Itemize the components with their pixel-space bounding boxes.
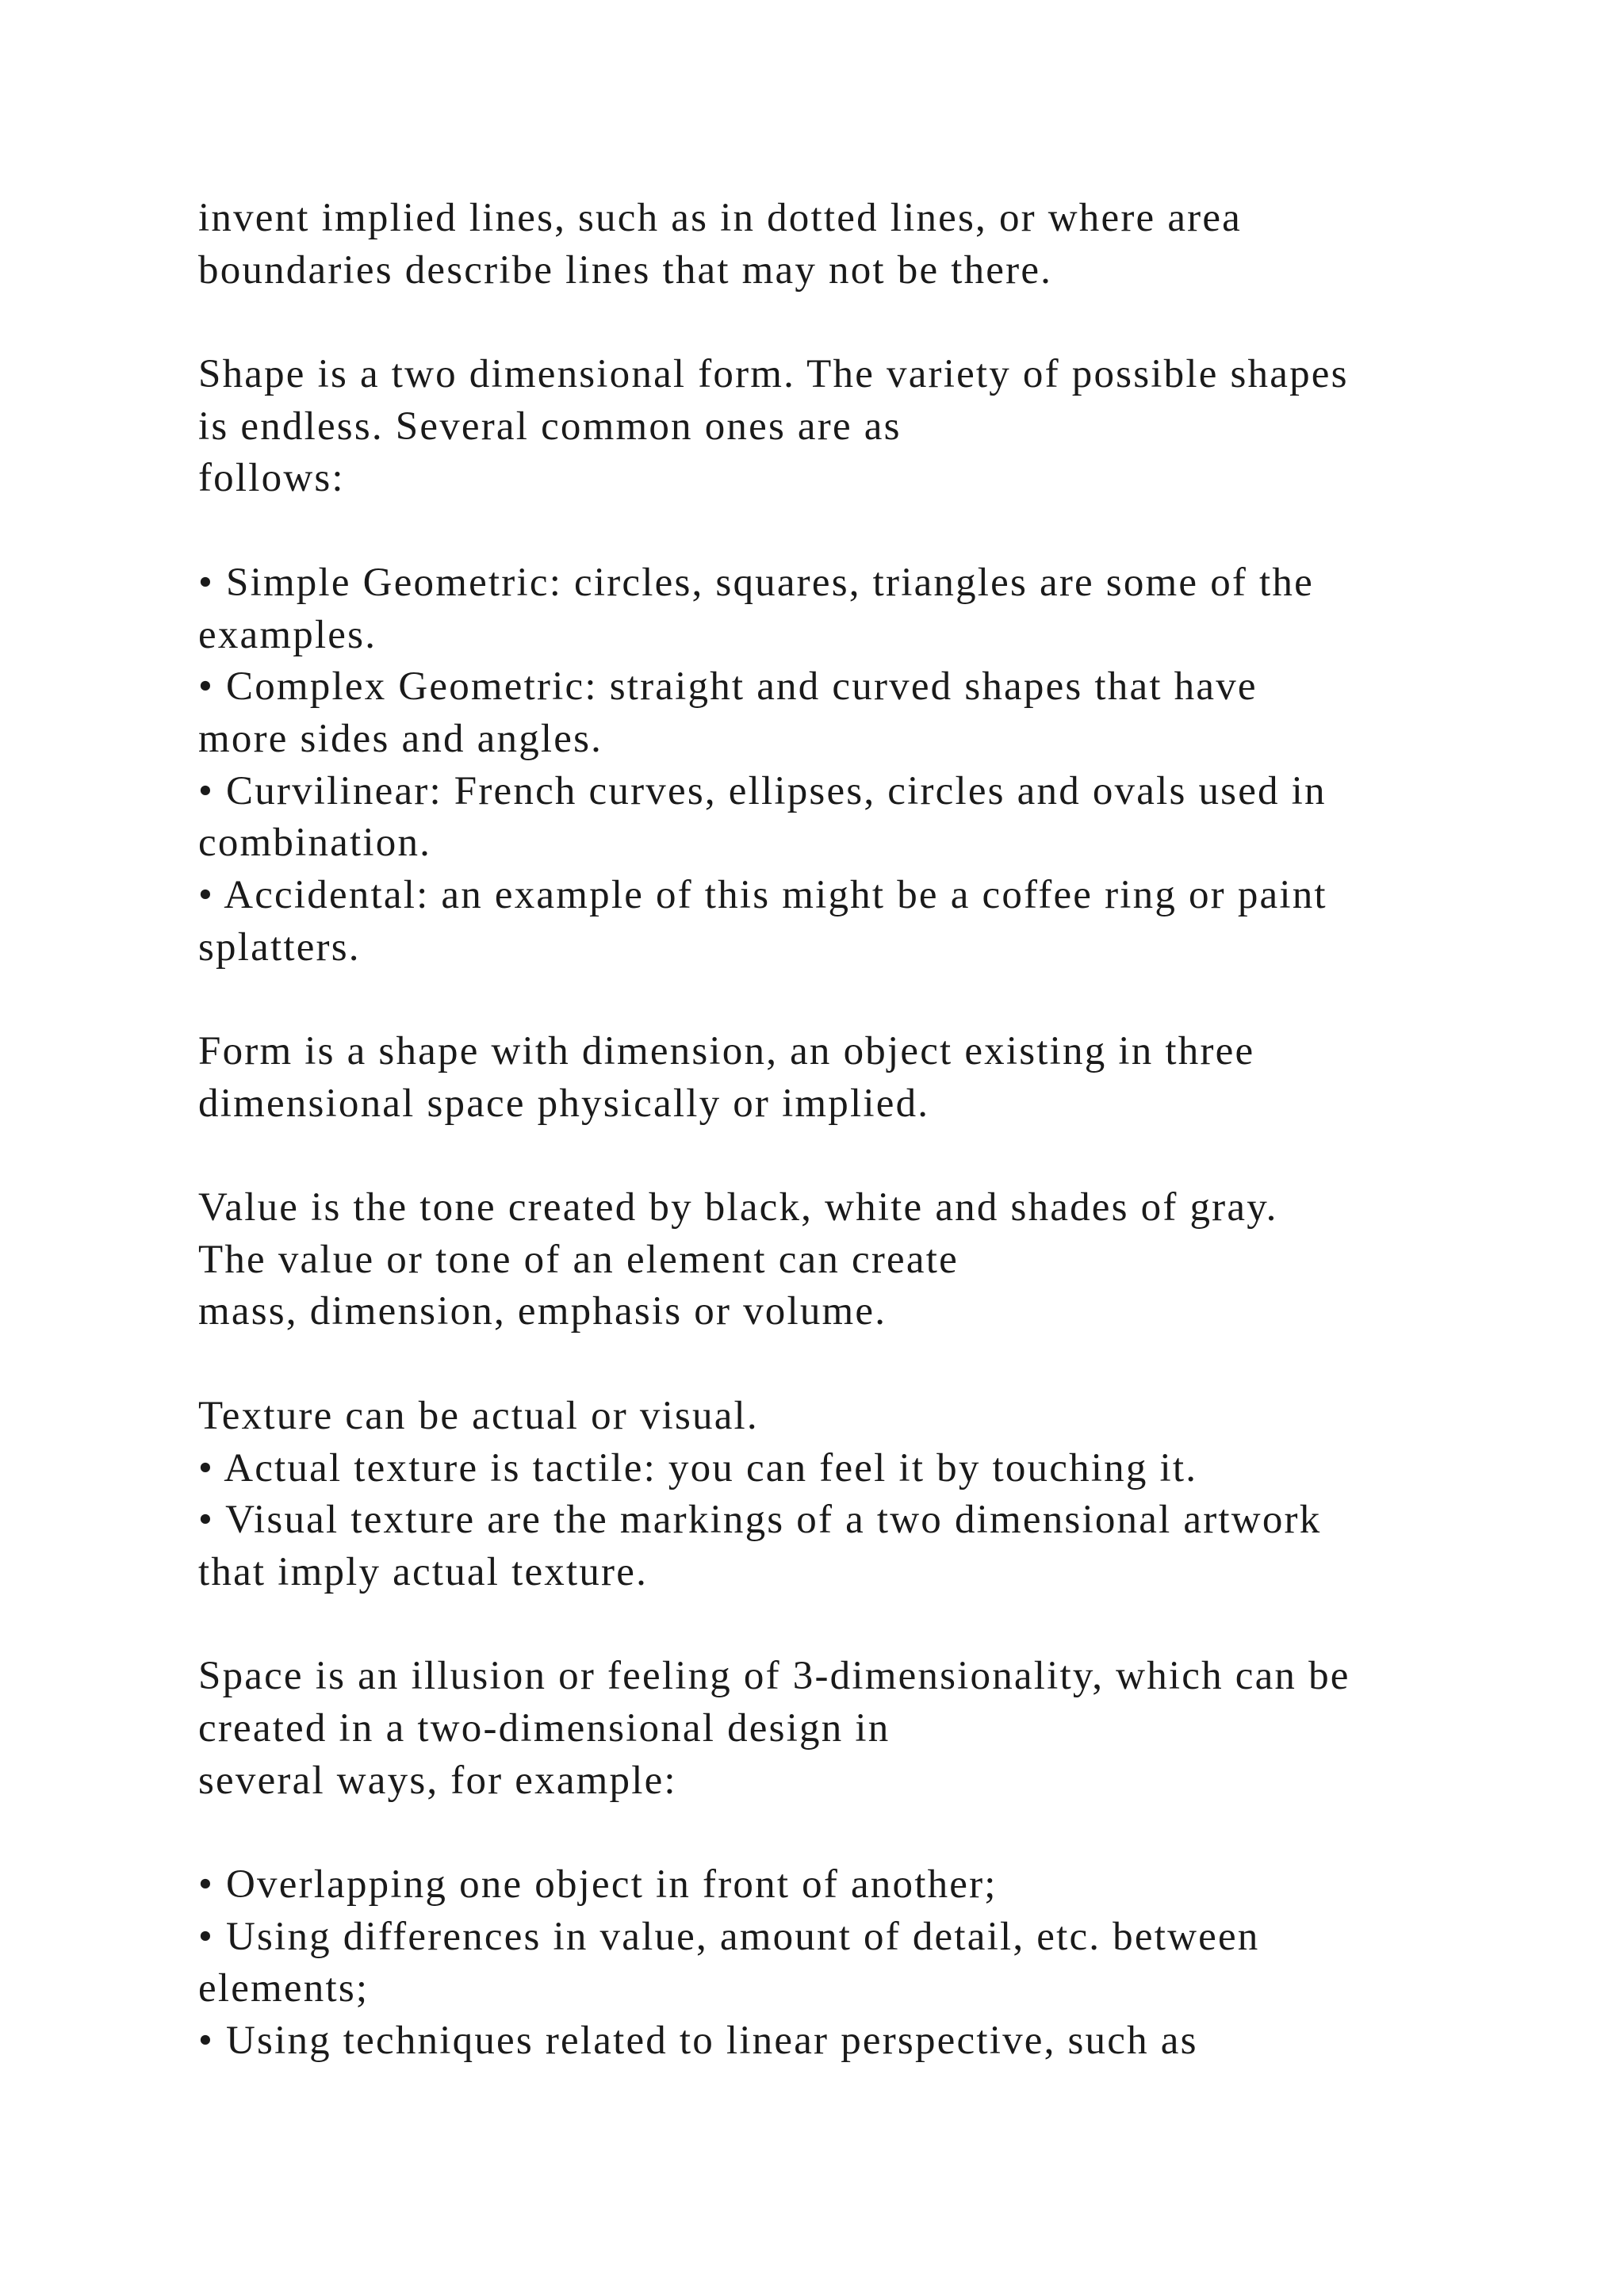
paragraph-gap [198,1338,1546,1391]
text-line: dimensional space physically or implied. [198,1081,930,1126]
text-line: Texture can be actual or visual. [198,1393,759,1438]
paragraph-gap [198,974,1546,1026]
bullet-line: • Visual texture are the markings of a two dimensional artwork [198,1498,1322,1543]
text-line: invent implied lines, such as in dotted lines, or where area [198,196,1243,240]
text-line: mass, dimension, emphasis or volume. [198,1289,887,1334]
text-line: The value or tone of an element can create [198,1237,959,1282]
text-line: splatters. [198,924,361,970]
text-line: follows: [198,456,345,501]
text-line: combination. [198,821,432,866]
bullet-line: • Overlapping one object in front of another; [198,1862,998,1907]
text-line: created in a two-dimensional design in [198,1705,891,1751]
paragraph-gap [198,1807,1546,1859]
text-line: examples. [198,612,377,657]
bullet-line: • Curvilinear: French curves, ellipses, circles and ovals used in [198,768,1327,813]
text-line: Space is an illusion or feeling of 3-dimensionality, which can be [198,1654,1350,1699]
document-body [198,193,1546,2068]
bullet-line: • Actual texture is tactile: you can feel it by touching it. [198,1445,1198,1490]
paragraph-gap [198,505,1546,557]
text-line: Shape is a two dimensional form. The variety of possible shapes [198,352,1349,397]
text-line: elements; [198,1966,370,2011]
paragraph-gap [198,1599,1546,1651]
bullet-line: • Using differences in value, amount of detail, etc. between [198,1914,1260,1959]
text-line: more sides and angles. [198,716,603,761]
bullet-line: • Accidental: an example of this might be a coffee ring or paint [198,872,1327,917]
bullet-line: • Simple Geometric: circles, squares, triangles are some of the [198,560,1314,605]
text-line: that imply actual texture. [198,1549,649,1594]
paragraph-gap [198,1130,1546,1182]
bullet-line: • Complex Geometric: straight and curved shapes that have [198,664,1258,710]
text-line: Value is the tone created by black, white and shades of gray. [198,1185,1278,1230]
text-line: is endless. Several common ones are as [198,404,902,449]
bullet-line: • Using techniques related to linear perspective, such as [198,2019,1198,2064]
text-line: boundaries describe lines that may not be there. [198,247,1053,293]
text-line: several ways, for example: [198,1758,677,1803]
paragraph-gap [198,297,1546,349]
text-line: Form is a shape with dimension, an object existing in three [198,1029,1255,1073]
